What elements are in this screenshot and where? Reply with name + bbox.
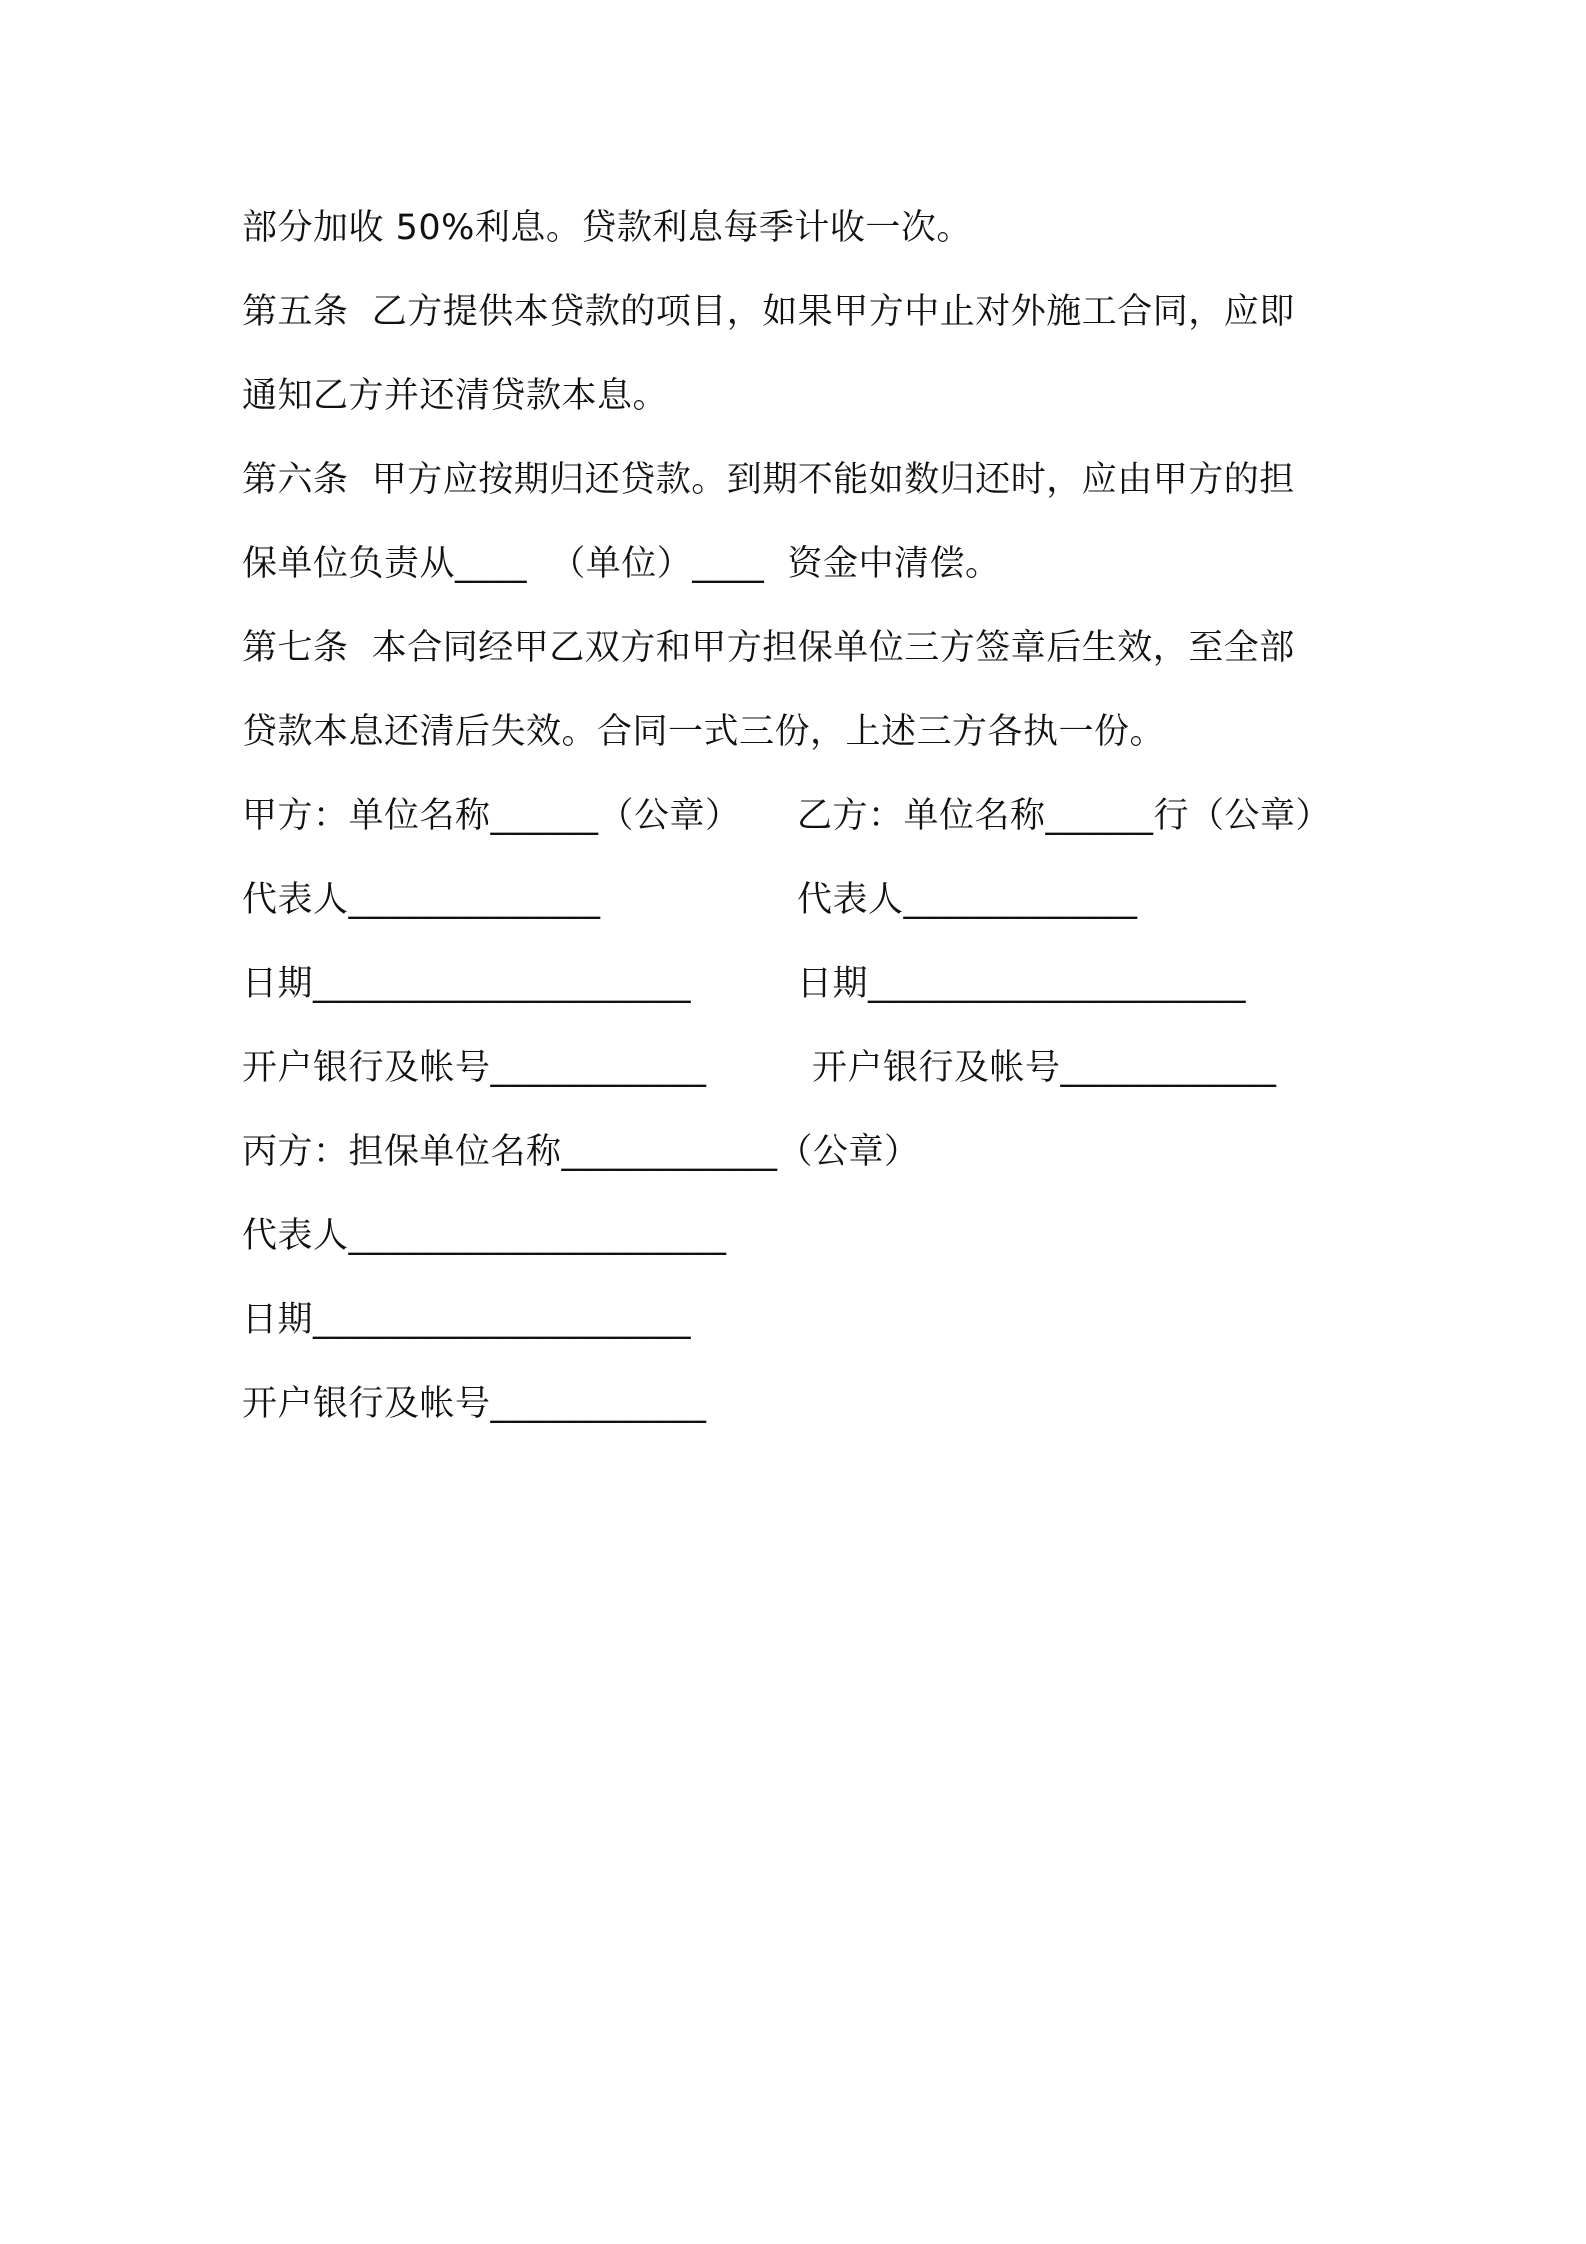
party-b-representative: 代表人_____________ — [797, 880, 1138, 920]
party-a-representative: 代表人______________ — [242, 880, 601, 920]
paragraph-line-2: 第五条 乙方提供本贷款的项目，如果甲方中止对外施工合同，应即 — [242, 292, 1295, 332]
party-c-date: 日期_____________________ — [242, 1300, 692, 1340]
paragraph-line-7: 贷款本息还清后失效。合同一式三份，上述三方各执一份。 — [242, 712, 1166, 752]
paragraph-line-5: 保单位负责从____ （单位）____ 资金中清偿。 — [242, 544, 1001, 584]
paragraph-line-3: 通知乙方并还清贷款本息。 — [242, 376, 669, 416]
party-a-date: 日期_____________________ — [242, 964, 692, 1004]
party-b-name: 乙方：单位名称______行（公章） — [797, 796, 1332, 836]
party-c-representative: 代表人_____________________ — [242, 1216, 727, 1256]
party-a-bank-account: 开户银行及帐号____________ — [242, 1048, 707, 1088]
party-a-name: 甲方：单位名称______（公章） — [242, 796, 741, 836]
paragraph-line-1: 部分加收 50%利息。贷款利息每季计收一次。 — [242, 208, 972, 248]
party-c-bank-account: 开户银行及帐号____________ — [242, 1384, 707, 1424]
paragraph-line-4: 第六条 甲方应按期归还贷款。到期不能如数归还时，应由甲方的担 — [242, 460, 1295, 500]
paragraph-line-6: 第七条 本合同经甲乙双方和甲方担保单位三方签章后生效，至全部 — [242, 628, 1295, 668]
party-c-name: 丙方：担保单位名称____________（公章） — [242, 1132, 920, 1172]
party-b-bank-account: 开户银行及帐号____________ — [812, 1048, 1277, 1088]
party-b-date: 日期_____________________ — [797, 964, 1247, 1004]
